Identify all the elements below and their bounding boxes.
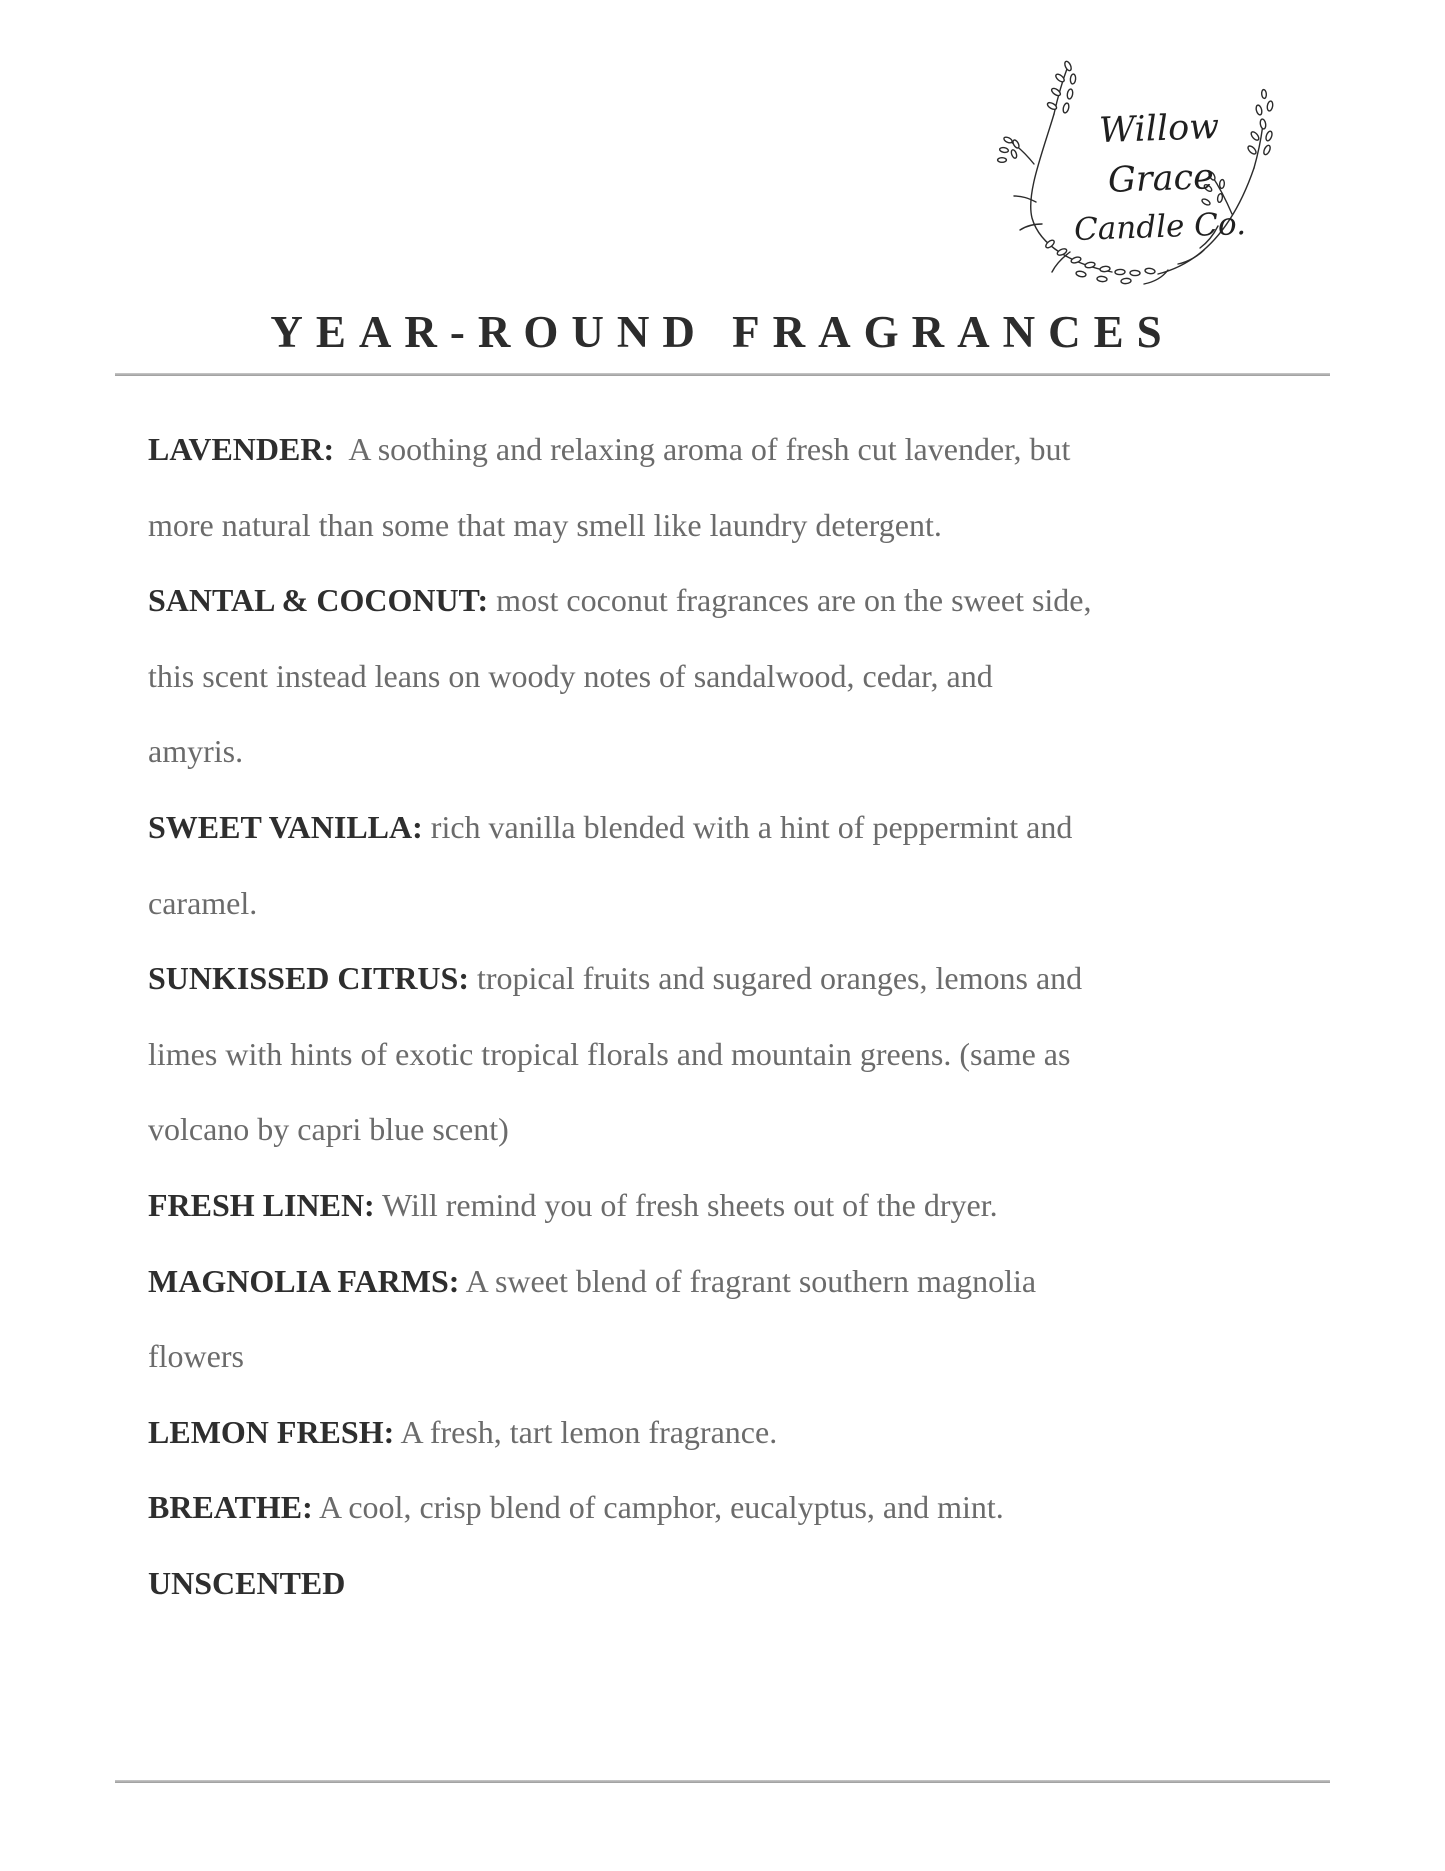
fragrance-description-line: A sweet blend of fragrant southern magnolia	[459, 1262, 1037, 1299]
fragrance-name: UNSCENTED	[148, 1564, 346, 1601]
fragrance-description-line: Will remind you of fresh sheets out of the dryer.	[374, 1186, 998, 1223]
fragrance-entry	[148, 790, 1333, 941]
fragrance-description-line: most coconut fragrances are on the sweet side,	[488, 582, 1092, 619]
fragrance-entry	[148, 412, 1333, 563]
fragrance-name: LAVENDER:	[148, 431, 335, 467]
brand-logo	[950, 52, 1302, 294]
fragrance-name: BREATHE:	[148, 1489, 313, 1526]
fragrance-description-line: tropical fruits and sugared oranges, lemons and	[468, 960, 1083, 997]
fragrance-description-line: flowers	[148, 1338, 244, 1375]
fragrance-description-line: limes with hints of exotic tropical florals and mountain greens. (same as	[148, 1035, 1071, 1072]
fragrance-entry	[148, 1546, 1333, 1622]
bottom-divider	[115, 1780, 1330, 1783]
fragrance-description-line: this scent instead leans on woody notes of sandalwood, cedar, and	[148, 657, 993, 694]
fragrance-description-line: more natural than some that may smell like laundry detergent.	[148, 506, 942, 543]
fragrance-name: SUNKISSED CITRUS:	[148, 960, 469, 997]
fragrance-name: FRESH LINEN:	[148, 1186, 375, 1223]
brand-name-line1: Willow Grace	[1098, 106, 1220, 201]
fragrance-name: LEMON FRESH:	[148, 1413, 395, 1450]
fragrance-name: SANTAL & COCONUT:	[148, 582, 489, 619]
page-title: YEAR-ROUND FRAGRANCES	[270, 307, 1175, 357]
fragrance-entry	[148, 1395, 1333, 1471]
fragrance-description-line: A soothing and relaxing aroma of fresh cut lavender, but	[334, 431, 1071, 467]
fragrance-list	[148, 412, 1333, 1622]
brand-wordmark	[1042, 104, 1278, 250]
fragrance-name: MAGNOLIA FARMS:	[148, 1262, 460, 1299]
fragrance-description-line: rich vanilla blended with a hint of peppermint and	[422, 808, 1073, 845]
fragrance-description-line: amyris.	[148, 733, 244, 770]
fragrance-name: SWEET VANILLA:	[148, 808, 423, 845]
fragrance-entry	[148, 563, 1333, 790]
fragrance-entry	[148, 941, 1333, 1168]
fragrance-description-line: caramel.	[148, 884, 258, 921]
fragrance-description-line: A cool, crisp blend of camphor, eucalyptus, and mint.	[312, 1489, 1004, 1526]
fragrance-description-line: volcano by capri blue scent)	[148, 1111, 509, 1148]
brand-name-line2: Candle Co.	[1073, 206, 1247, 248]
fragrance-entry	[148, 1168, 1333, 1244]
fragrance-entry	[148, 1470, 1333, 1546]
fragrance-description-line: A fresh, tart lemon fragrance.	[394, 1413, 778, 1450]
fragrance-entry	[148, 1244, 1333, 1395]
top-divider	[115, 373, 1330, 376]
